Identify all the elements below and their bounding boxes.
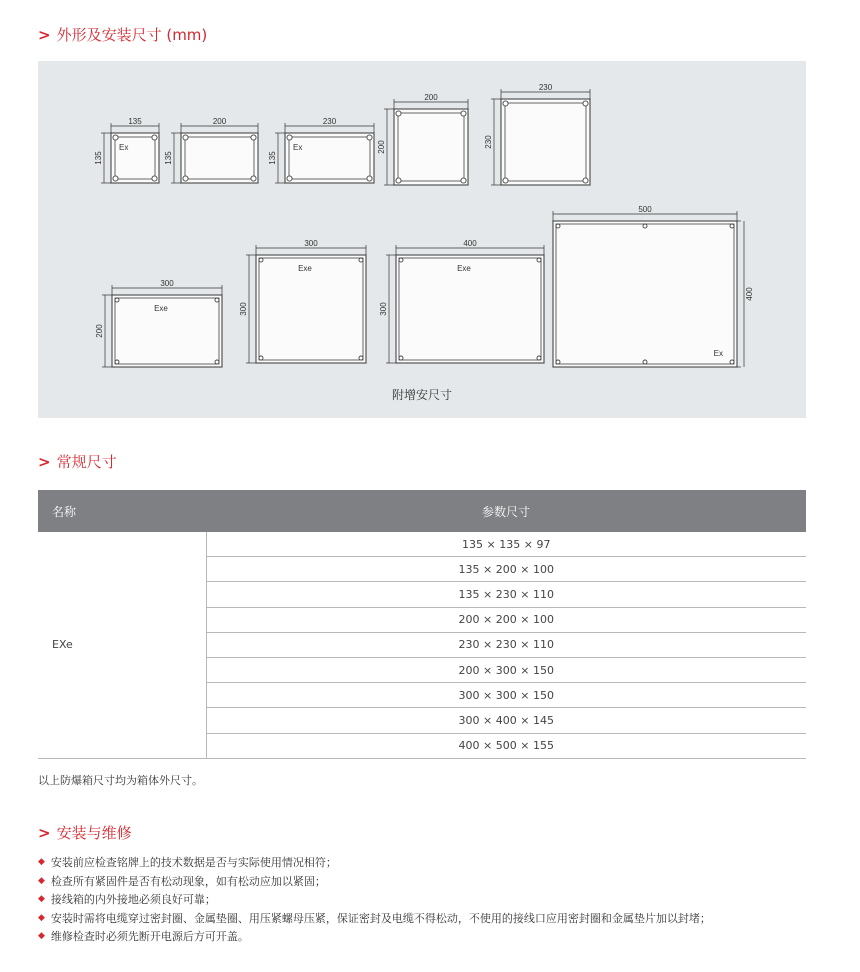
size-cell: 200 × 200 × 100 <box>206 607 806 632</box>
size-cell: 135 × 135 × 97 <box>206 532 806 557</box>
mounting-hole-icon <box>399 356 403 360</box>
mounting-hole-icon <box>556 360 560 364</box>
list-item <box>38 872 711 891</box>
height-dimension-label: 300 <box>239 302 248 316</box>
enclosure-outline <box>501 99 590 185</box>
mounting-hole-icon <box>259 258 263 262</box>
size-cell: 230 × 230 × 110 <box>206 632 806 657</box>
mounting-hole-icon <box>367 176 372 181</box>
diamond-bullet-icon: ◆ <box>38 894 45 905</box>
section-title-maintenance <box>38 822 132 843</box>
width-dimension-label: 200 <box>424 93 438 102</box>
mounting-hole-icon <box>152 135 157 140</box>
size-cell: 135 × 230 × 110 <box>206 582 806 607</box>
mounting-hole-icon <box>359 258 363 262</box>
mounting-hole-icon <box>215 360 219 364</box>
chevron-right-icon: > <box>38 25 51 44</box>
dimension-drawings <box>38 61 806 418</box>
diamond-bullet-icon: ◆ <box>38 931 45 942</box>
enclosure-outline <box>394 109 468 185</box>
height-dimension-label: 400 <box>745 287 754 301</box>
dimension-diagram <box>38 61 806 418</box>
table-row <box>38 532 806 557</box>
height-dimension-label: 300 <box>379 302 388 316</box>
mounting-hole-icon <box>643 224 647 228</box>
width-dimension-label: 230 <box>322 117 337 126</box>
section-title-text: 安装与维修 <box>56 824 132 842</box>
mounting-hole-icon <box>399 258 403 262</box>
width-dimension-label: 400 <box>463 239 477 248</box>
mounting-hole-icon <box>113 176 118 181</box>
list-item <box>38 927 711 946</box>
maintenance-list <box>38 853 711 946</box>
mounting-hole-icon <box>251 176 256 181</box>
height-dimension-label: 230 <box>484 135 493 149</box>
ex-mark-label: Ex <box>119 143 129 152</box>
mounting-hole-icon <box>152 176 157 181</box>
height-dimension-label: 200 <box>377 140 386 154</box>
chevron-right-icon: > <box>38 823 51 842</box>
mounting-hole-icon <box>643 360 647 364</box>
mounting-hole-icon <box>259 356 263 360</box>
mounting-hole-icon <box>583 101 588 106</box>
section-title-dimensions <box>38 24 207 45</box>
table-header-row <box>38 490 806 532</box>
enclosure-outline <box>111 133 159 183</box>
column-header-name: 名称 <box>38 490 206 532</box>
mounting-hole-icon <box>556 224 560 228</box>
ex-mark-label: Exe <box>457 264 471 273</box>
mounting-hole-icon <box>461 111 466 116</box>
spec-table <box>38 490 806 759</box>
size-cell: 300 × 400 × 145 <box>206 708 806 733</box>
width-dimension-label: 500 <box>638 205 652 214</box>
mounting-hole-icon <box>183 135 188 140</box>
ex-mark-label: Ex <box>713 349 723 358</box>
section-title-regular <box>38 451 117 472</box>
size-cell: 200 × 300 × 150 <box>206 657 806 682</box>
height-dimension-label: 135 <box>164 151 173 165</box>
width-dimension-label: 200 <box>212 117 227 126</box>
list-item-text: 安装前应检查铭牌上的技术数据是否与实际使用情况相符； <box>50 856 337 870</box>
diamond-bullet-icon: ◆ <box>38 912 45 923</box>
diamond-bullet-icon: ◆ <box>38 857 45 868</box>
model-name-cell: EXe <box>38 532 206 758</box>
enclosure-outline <box>181 133 258 183</box>
enclosure-outline <box>285 133 374 183</box>
mounting-hole-icon <box>730 224 734 228</box>
diagram-caption: 附增安尺寸 <box>391 388 452 402</box>
mounting-hole-icon <box>183 176 188 181</box>
column-header-size: 参数尺寸 <box>206 490 806 532</box>
size-cell: 135 × 200 × 100 <box>206 557 806 582</box>
width-dimension-label: 230 <box>538 83 553 92</box>
size-note: 以上防爆箱尺寸均为箱体外尺寸。 <box>38 774 203 787</box>
mounting-hole-icon <box>251 135 256 140</box>
mounting-hole-icon <box>287 176 292 181</box>
mounting-hole-icon <box>396 111 401 116</box>
list-item-text: 检查所有紧固件是否有松动现象，如有松动应加以紧固； <box>50 874 326 888</box>
mounting-hole-icon <box>461 178 466 183</box>
mounting-hole-icon <box>367 135 372 140</box>
width-dimension-label: 300 <box>304 239 318 248</box>
mounting-hole-icon <box>115 360 119 364</box>
mounting-hole-icon <box>215 298 219 302</box>
mounting-hole-icon <box>583 178 588 183</box>
mounting-hole-icon <box>287 135 292 140</box>
ex-mark-label: Ex <box>293 143 303 152</box>
width-dimension-label: 135 <box>128 117 142 126</box>
enclosure-outline <box>553 221 737 367</box>
list-item <box>38 909 711 928</box>
height-dimension-label: 135 <box>94 151 103 165</box>
ex-mark-label: Exe <box>154 304 168 313</box>
size-cell: 300 × 300 × 150 <box>206 683 806 708</box>
mounting-hole-icon <box>115 298 119 302</box>
list-item-text: 接线箱的内外接地必须良好可靠； <box>50 893 216 907</box>
width-dimension-label: 300 <box>160 279 174 288</box>
list-item <box>38 853 711 872</box>
mounting-hole-icon <box>730 360 734 364</box>
diamond-bullet-icon: ◆ <box>38 875 45 886</box>
list-item-text: 安装时需将电缆穿过密封圈、金属垫圈、用压紧螺母压紧，保证密封及电缆不得松动，不使用的接线口应用密封圈和金属垫片加以封堵； <box>50 911 711 925</box>
ex-mark-label: Exe <box>298 264 312 273</box>
mounting-hole-icon <box>537 258 541 262</box>
mounting-hole-icon <box>113 135 118 140</box>
list-item-text: 维修检查时必须先断开电源后方可开盖。 <box>50 930 249 944</box>
section-title-text: 常规尺寸 <box>56 453 117 471</box>
list-item <box>38 890 711 909</box>
mounting-hole-icon <box>396 178 401 183</box>
section-title-text: 外形及安装尺寸 (mm) <box>56 26 208 44</box>
chevron-right-icon: > <box>38 452 51 471</box>
height-dimension-label: 135 <box>268 151 277 165</box>
mounting-hole-icon <box>537 356 541 360</box>
height-dimension-label: 200 <box>95 324 104 338</box>
mounting-hole-icon <box>503 101 508 106</box>
size-cell: 400 × 500 × 155 <box>206 733 806 758</box>
mounting-hole-icon <box>503 178 508 183</box>
mounting-hole-icon <box>359 356 363 360</box>
